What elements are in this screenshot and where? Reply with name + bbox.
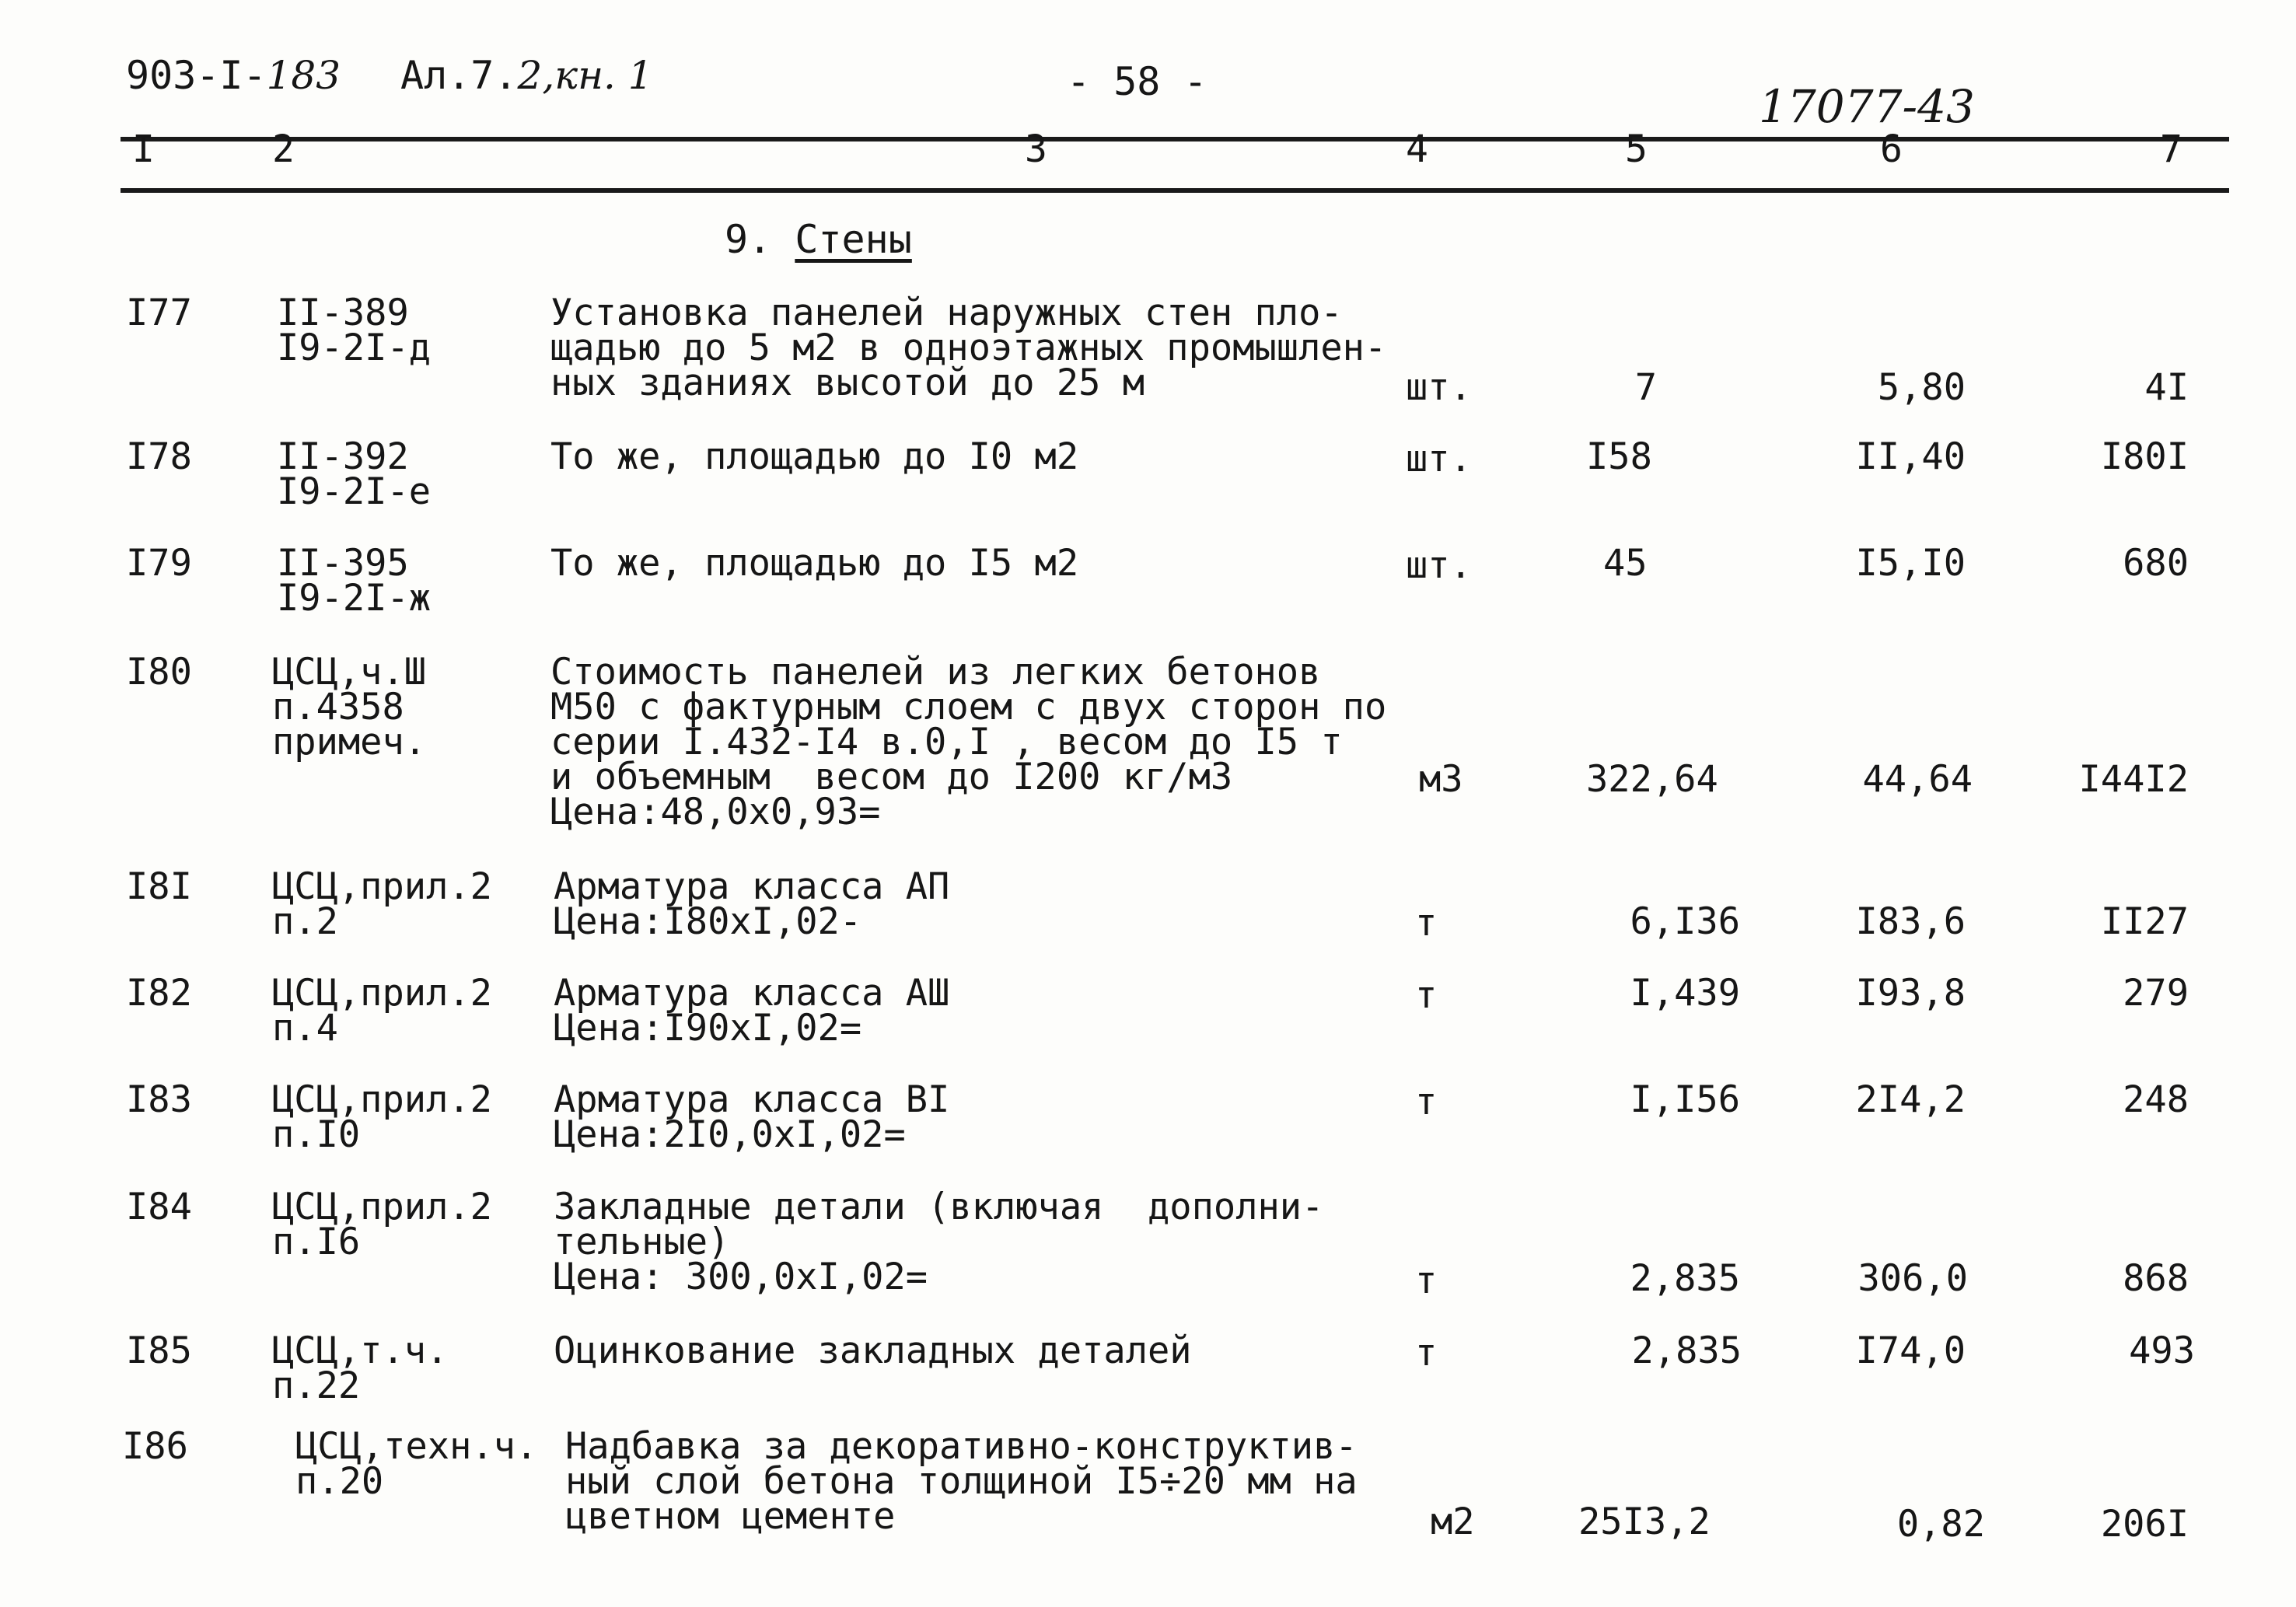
- row-182-number: I82: [126, 972, 192, 1015]
- header-top-rule: [121, 137, 2229, 141]
- row-179-unit: шт.: [1406, 544, 1472, 587]
- row-185-unit: т: [1415, 1332, 1438, 1375]
- document-code: [126, 53, 341, 98]
- section-number: 9.: [725, 217, 772, 262]
- row-183-code: ЦСЦ,прил.2 п.I0: [272, 1078, 492, 1156]
- row-178-price: II,40: [1855, 435, 1966, 478]
- column-number-3: 3: [1025, 128, 1047, 171]
- column-number-4: 4: [1406, 128, 1428, 171]
- column-number-5: 5: [1625, 128, 1648, 171]
- row-184-price: 306,0: [1857, 1257, 1968, 1300]
- row-186-price: 0,82: [1896, 1503, 1985, 1546]
- row-181-number: I8I: [126, 865, 192, 908]
- row-179-code: II-395 I9-2I-ж: [277, 542, 432, 620]
- row-178-unit: шт.: [1406, 438, 1472, 480]
- row-179-price: I5,I0: [1855, 542, 1966, 585]
- row-177-description: Установка панелей наружных стен пло- щадью до 5 м2 в одноэтажных промышлен- ных зданиях высотой до 25 м: [550, 292, 1387, 404]
- row-177-code: II-389 I9-2I-д: [277, 292, 432, 369]
- column-number-2: 2: [272, 128, 295, 171]
- row-185-description: Оцинкование закладных деталей: [554, 1329, 1192, 1372]
- row-184-unit: т: [1415, 1259, 1438, 1302]
- album-printed: Ал.7.: [400, 53, 518, 98]
- row-177-price: 5,80: [1877, 366, 1966, 409]
- row-186-unit: м2: [1431, 1500, 1475, 1543]
- row-183-price: 2I4,2: [1855, 1078, 1966, 1121]
- page-number: - 58 -: [1067, 59, 1207, 104]
- row-181-total: II27: [2100, 900, 2189, 943]
- row-184-total: 868: [2123, 1257, 2189, 1300]
- row-182-total: 279: [2123, 972, 2189, 1015]
- row-181-quantity: 6,I36: [1630, 900, 1740, 943]
- row-185-price: I74,0: [1855, 1329, 1966, 1372]
- row-180-description: Стоимость панелей из легких бетонов М50 с фактурным слоем с двух сторон по серии I.432-I4 в.0,I , весом до I5 т и объемным весом до I200 кг/м3 Цена:48,0х0,93=: [550, 651, 1387, 833]
- row-179-total: 680: [2123, 542, 2189, 585]
- row-177-total: 4I: [2144, 366, 2189, 409]
- column-number-7: 7: [2160, 128, 2182, 171]
- row-180-quantity: 322,64: [1586, 758, 1718, 801]
- row-183-total: 248: [2123, 1078, 2189, 1121]
- row-186-number: I86: [122, 1425, 188, 1468]
- section-title: [725, 217, 912, 262]
- inventory-stamp: 17077-43: [1759, 80, 1975, 133]
- column-number-1: I: [132, 128, 155, 171]
- row-180-unit: м3: [1419, 758, 1463, 801]
- row-182-unit: т: [1415, 974, 1438, 1017]
- row-183-unit: т: [1415, 1081, 1438, 1123]
- row-183-quantity: I,I56: [1630, 1078, 1740, 1121]
- row-181-code: ЦСЦ,прил.2 п.2: [272, 865, 492, 943]
- row-182-code: ЦСЦ,прил.2 п.4: [272, 972, 492, 1050]
- document-code-handwritten: 183: [266, 53, 341, 98]
- row-183-description: Арматура класса ВI Цена:2I0,0хI,02=: [554, 1078, 950, 1156]
- row-180-total: I44I2: [2078, 758, 2189, 801]
- row-177-number: I77: [126, 292, 192, 334]
- album-handwritten: 2,кн. 1: [517, 53, 653, 98]
- row-178-quantity: I58: [1586, 435, 1652, 478]
- row-179-number: I79: [126, 542, 192, 585]
- row-179-quantity: 45: [1603, 542, 1648, 585]
- header-bottom-rule: [121, 188, 2229, 193]
- row-185-quantity: 2,835: [1631, 1329, 1742, 1372]
- row-179-description: То же, площадью до I5 м2: [550, 542, 1079, 585]
- section-name: Стены: [795, 217, 912, 262]
- row-180-number: I80: [126, 651, 192, 693]
- row-180-code: ЦСЦ,ч.Ш п.4358 примеч.: [272, 651, 427, 763]
- row-182-description: Арматура класса АШ Цена:I90хI,02=: [554, 972, 950, 1050]
- row-186-quantity: 25I3,2: [1578, 1500, 1711, 1543]
- row-184-description: Закладные детали (включая дополни- тельные) Цена: 300,0хI,02=: [554, 1186, 1324, 1298]
- row-182-quantity: I,439: [1630, 972, 1740, 1015]
- row-184-code: ЦСЦ,прил.2 п.I6: [272, 1186, 492, 1263]
- column-number-6: 6: [1880, 128, 1903, 171]
- row-186-code: ЦСЦ,техн.ч. п.20: [295, 1425, 538, 1503]
- row-181-unit: т: [1415, 902, 1438, 945]
- row-178-number: I78: [126, 435, 192, 478]
- row-183-number: I83: [126, 1078, 192, 1121]
- row-182-price: I93,8: [1855, 972, 1966, 1015]
- row-178-total: I80I: [2100, 435, 2189, 478]
- row-177-quantity: 7: [1634, 366, 1657, 409]
- document-code-printed: 903-I-: [126, 53, 267, 98]
- row-186-total: 206I: [2100, 1503, 2189, 1546]
- row-184-number: I84: [126, 1186, 192, 1228]
- row-177-unit: шт.: [1406, 366, 1472, 409]
- row-185-total: 493: [2129, 1329, 2195, 1372]
- row-186-description: Надбавка за декоративно-конструктив- ный слой бетона толщиной I5÷20 мм на цветном цементе: [565, 1425, 1358, 1538]
- album-reference: [400, 53, 653, 98]
- row-181-price: I83,6: [1855, 900, 1966, 943]
- row-185-code: ЦСЦ,т.ч. п.22: [272, 1329, 449, 1407]
- row-185-number: I85: [126, 1329, 192, 1372]
- row-184-quantity: 2,835: [1630, 1257, 1740, 1300]
- row-178-description: То же, площадью до I0 м2: [550, 435, 1079, 478]
- row-178-code: II-392 I9-2I-е: [277, 435, 432, 513]
- row-180-price: 44,64: [1862, 758, 1973, 801]
- row-181-description: Арматура класса АП Цена:I80хI,02-: [554, 865, 950, 943]
